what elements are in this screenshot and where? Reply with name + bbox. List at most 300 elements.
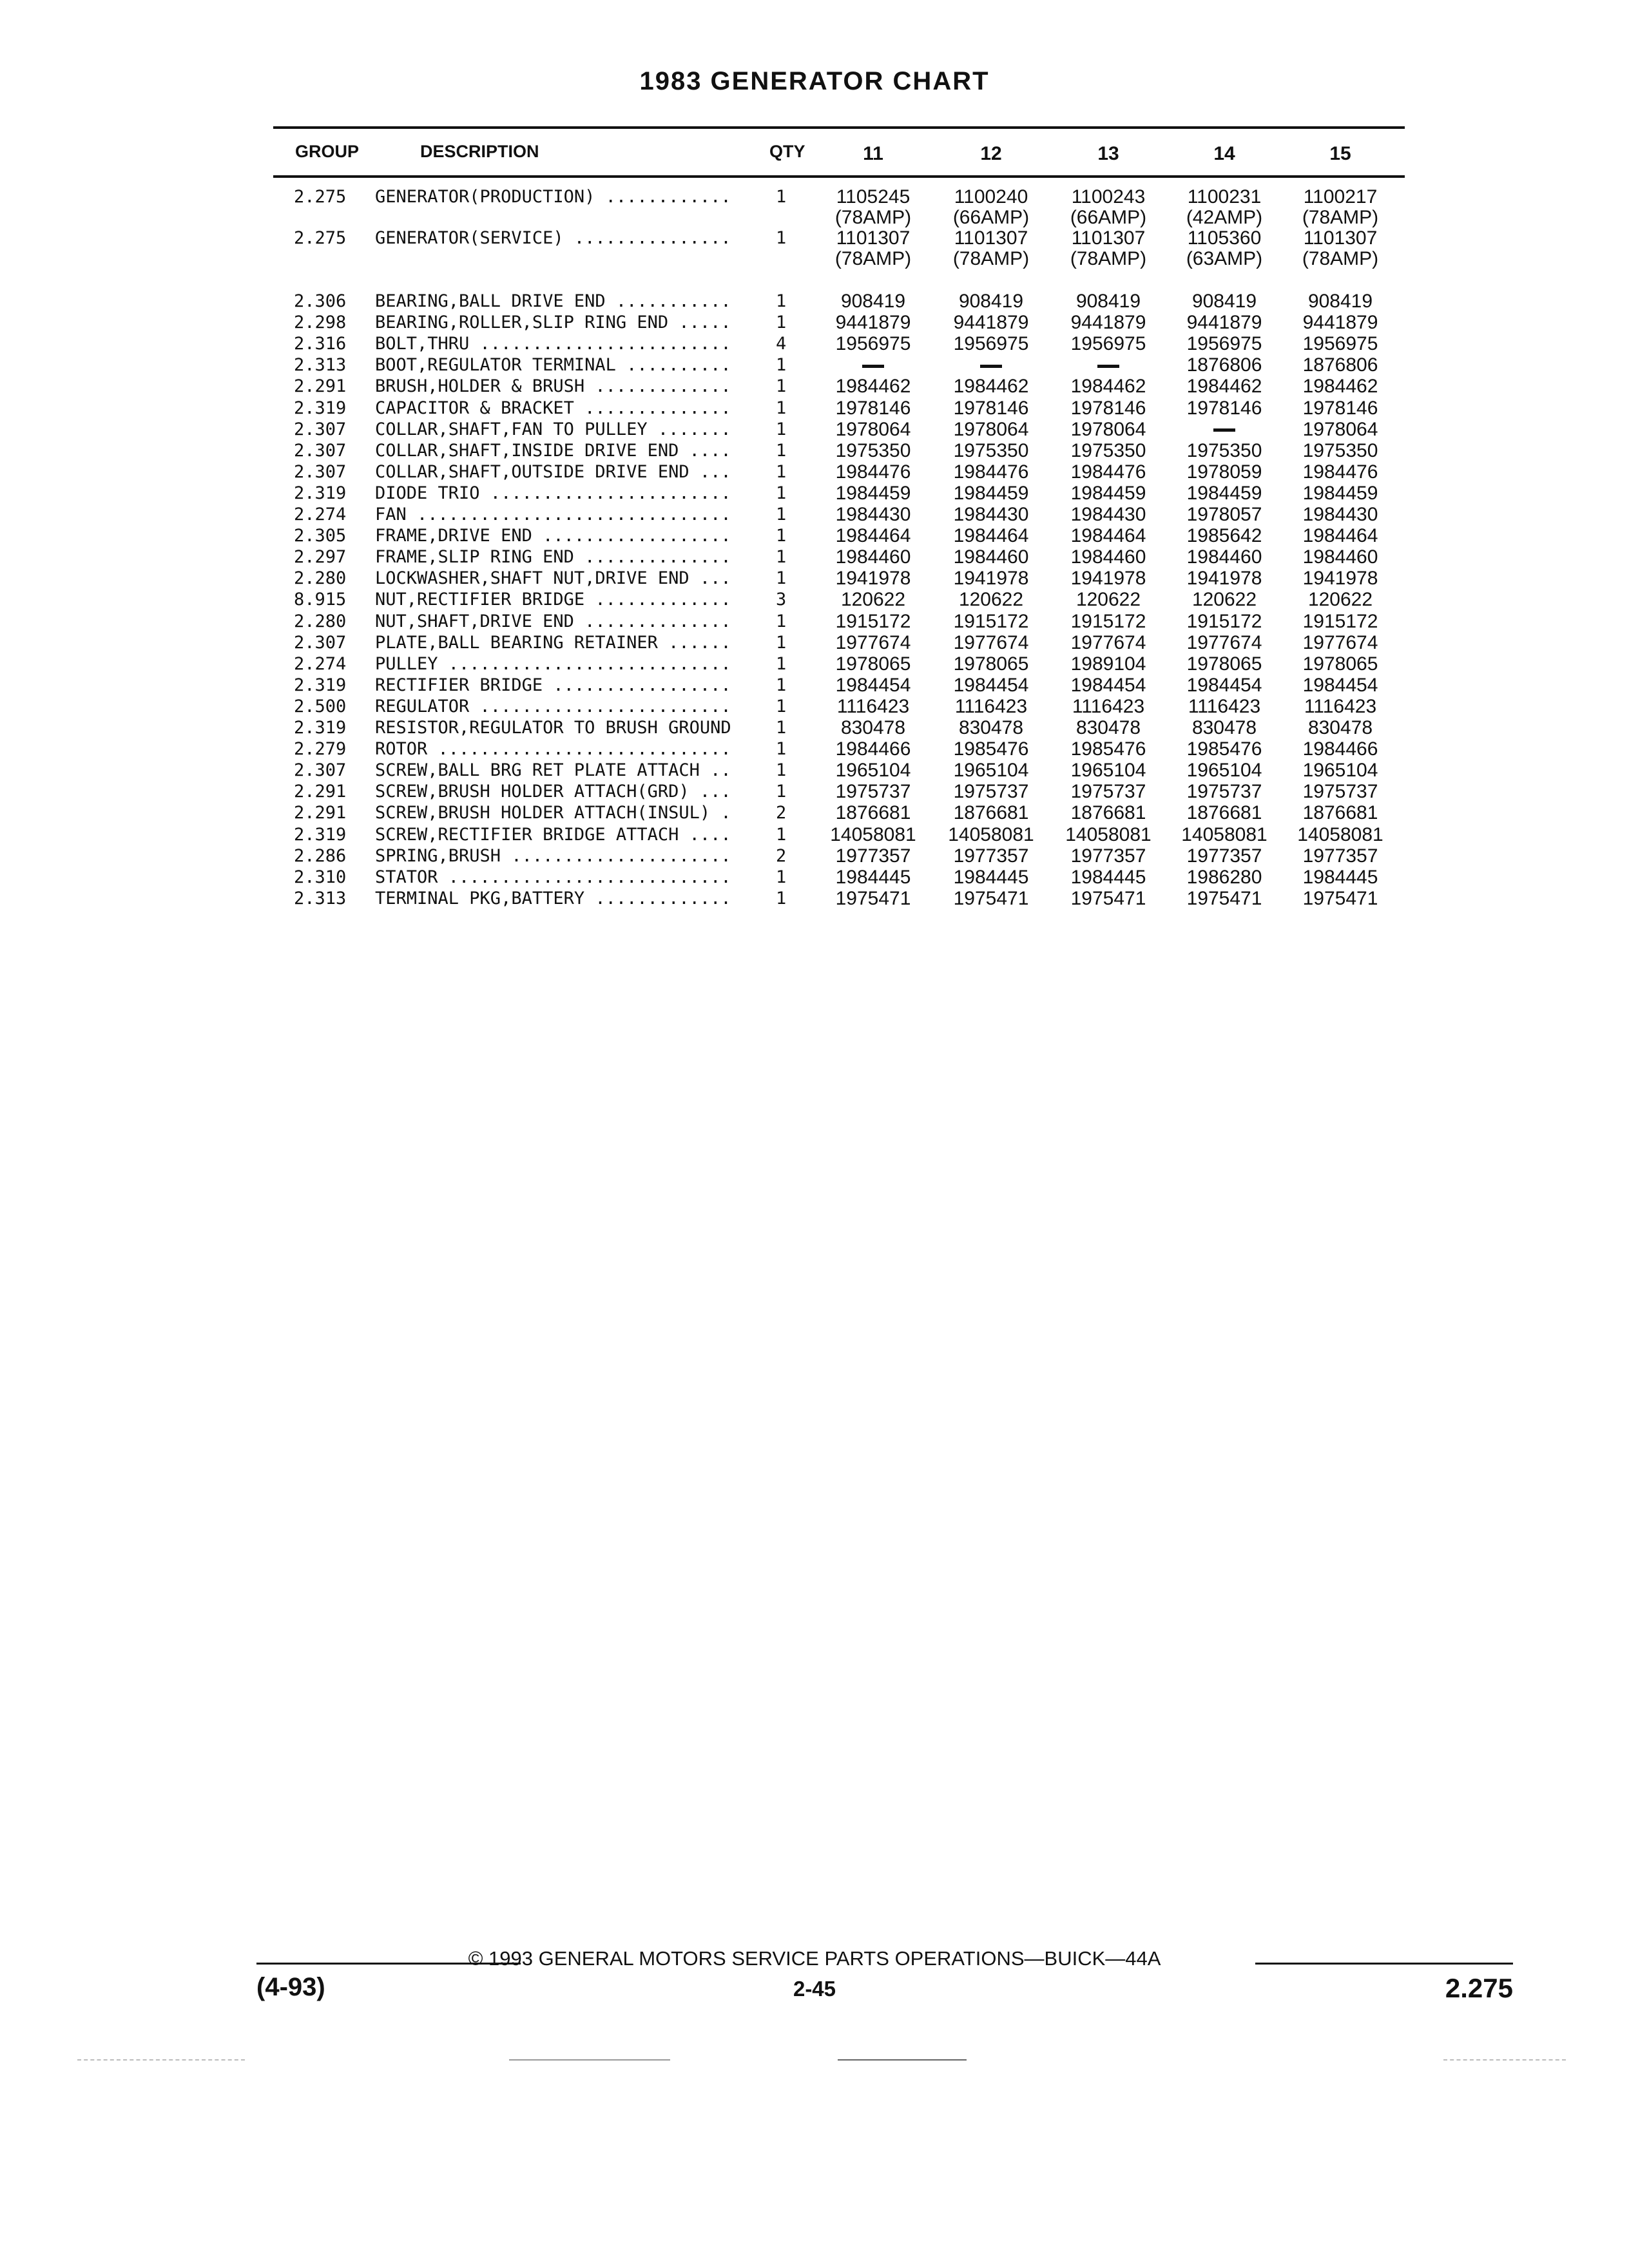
row-part-number: 1984460 <box>1070 546 1146 568</box>
row-group: 2.279 <box>294 739 347 760</box>
row-part-number: 1978059 <box>1186 461 1262 483</box>
row-qty: 1 <box>776 760 787 781</box>
row-part-number: 1984430 <box>1070 504 1146 525</box>
row-part-number: 1941978 <box>1070 568 1146 590</box>
row-group: 2.313 <box>294 355 347 376</box>
row-part-number: 1965104 <box>835 760 911 782</box>
table-row <box>0 312 1629 333</box>
row-description: SCREW,BRUSH HOLDER ATTACH(GRD) ... <box>375 782 731 802</box>
row-part-number: 1941978 <box>1302 568 1378 590</box>
row-part-number: 1975471 <box>1186 887 1262 909</box>
row-part-number: 1977357 <box>1186 845 1262 867</box>
table-row <box>0 654 1629 675</box>
row-part-number: 1978146 <box>1070 397 1146 419</box>
row-qty: 1 <box>776 187 787 207</box>
row-part-number: 830478 <box>958 717 1024 738</box>
header-description: DESCRIPTION <box>420 142 539 161</box>
row-part-number: 1915172 <box>1070 610 1146 632</box>
row-part-number: 908419 <box>1075 291 1141 312</box>
row-description: NUT,RECTIFIER BRIDGE ............. <box>375 590 731 610</box>
row-part-number: 1985476 <box>1070 738 1146 760</box>
row-part-number: 1977357 <box>953 845 1029 867</box>
row-qty: 1 <box>776 867 787 887</box>
row-qty: 1 <box>776 398 787 418</box>
row-group: 8.915 <box>294 590 347 610</box>
row-qty: 1 <box>776 632 787 653</box>
table-row <box>0 398 1629 419</box>
scan-artifact <box>1443 2059 1566 2061</box>
row-part-number: 1101307 <box>1303 227 1378 249</box>
row-description: SCREW,BRUSH HOLDER ATTACH(INSUL) . <box>375 803 731 823</box>
row-part-number: 1978064 <box>1070 418 1146 440</box>
row-part-number: 1978065 <box>1302 653 1378 675</box>
table-row <box>0 633 1629 653</box>
row-part-number: 1978146 <box>835 397 911 419</box>
row-qty: 1 <box>776 376 787 397</box>
row-part-number: 14058081 <box>948 823 1034 845</box>
table-row <box>0 505 1629 525</box>
not-applicable-dash <box>1097 365 1119 368</box>
table-row <box>0 782 1629 802</box>
scan-artifact <box>77 2059 245 2061</box>
row-qty: 1 <box>776 824 787 845</box>
footer-page-number: 2-45 <box>793 1977 836 2001</box>
row-part-number: 1116423 <box>1304 695 1377 717</box>
row-qty: 1 <box>776 653 787 674</box>
row-description: NUT,SHAFT,DRIVE END .............. <box>375 611 731 631</box>
row-description: SPRING,BRUSH ..................... <box>375 845 731 866</box>
table-row <box>0 249 1629 269</box>
row-part-number: 14058081 <box>1181 823 1268 845</box>
scan-artifact <box>838 2059 967 2061</box>
row-part-number: 1984430 <box>1302 504 1378 525</box>
header-col-11: 11 <box>863 143 883 164</box>
row-part-number: 1985642 <box>1186 525 1262 547</box>
row-part-number: 120622 <box>1307 589 1373 611</box>
row-part-number: 1984460 <box>1186 546 1262 568</box>
row-part-number: 1985476 <box>1186 738 1262 760</box>
table-row <box>0 590 1629 610</box>
row-group: 2.280 <box>294 611 347 631</box>
row-qty: 1 <box>776 739 787 760</box>
row-group: 2.313 <box>294 888 347 908</box>
row-description: BEARING,ROLLER,SLIP RING END ..... <box>375 312 731 333</box>
row-group: 2.291 <box>294 376 347 397</box>
row-part-number: 14058081 <box>830 823 916 845</box>
row-part-number: 1876681 <box>1186 802 1262 824</box>
row-part-number: 1984460 <box>835 546 911 568</box>
row-part-number: 1977674 <box>1302 631 1378 653</box>
table-row <box>0 718 1629 738</box>
row-part-number: 1977674 <box>1070 631 1146 653</box>
row-part-number: 1977357 <box>835 845 911 867</box>
row-part-number <box>1050 355 1166 376</box>
footer-copyright: © 1993 GENERAL MOTORS SERVICE PARTS OPERATIONS—BUICK—44A <box>468 1947 1161 1970</box>
row-part-number: (78AMP) <box>1302 248 1379 269</box>
row-part-number: 1984454 <box>1302 674 1378 696</box>
row-description: REGULATOR ........................ <box>375 696 731 716</box>
row-group: 2.319 <box>294 718 347 738</box>
row-group: 2.310 <box>294 867 347 887</box>
row-part-number: 1100240 <box>954 186 1028 207</box>
row-part-number: (78AMP) <box>834 207 912 228</box>
row-part-number: 830478 <box>840 717 906 738</box>
row-part-number: 1965104 <box>1186 760 1262 782</box>
table-row <box>0 611 1629 632</box>
row-part-number: 1876681 <box>835 802 911 824</box>
header-col-12: 12 <box>980 143 1002 164</box>
row-group: 2.280 <box>294 568 347 589</box>
row-part-number: 1978065 <box>953 653 1029 675</box>
row-part-number: (63AMP) <box>1186 248 1263 269</box>
row-part-number: 1116423 <box>1188 695 1261 717</box>
row-qty: 1 <box>776 461 787 482</box>
row-description: COLLAR,SHAFT,INSIDE DRIVE END .... <box>375 440 731 461</box>
row-description: STATOR ........................... <box>375 867 731 887</box>
table-row <box>0 419 1629 440</box>
row-part-number: 1985476 <box>953 738 1029 760</box>
table-row <box>0 355 1629 376</box>
row-part-number: 9441879 <box>835 312 911 334</box>
table-row <box>0 760 1629 781</box>
table-row <box>0 547 1629 568</box>
row-part-number: (78AMP) <box>834 248 912 269</box>
row-part-number: 1975737 <box>835 781 911 803</box>
parts-table <box>0 0 1629 954</box>
page-title: 1983 GENERATOR CHART <box>639 67 990 95</box>
row-qty: 1 <box>776 483 787 503</box>
row-description: SCREW,RECTIFIER BRIDGE ATTACH .... <box>375 824 731 845</box>
row-part-number: 908419 <box>840 291 906 312</box>
row-part-number: 1978146 <box>1186 397 1262 419</box>
row-qty: 1 <box>776 526 787 546</box>
row-part-number: 1984459 <box>953 482 1029 504</box>
row-description: DIODE TRIO ....................... <box>375 483 731 503</box>
scan-artifact <box>509 2059 670 2061</box>
header-qty: QTY <box>769 142 805 161</box>
row-part-number: 1977674 <box>1186 631 1262 653</box>
row-description: GENERATOR(PRODUCTION) ............ <box>375 187 731 207</box>
row-part-number: 1984445 <box>1302 866 1378 888</box>
row-part-number: 1876681 <box>953 802 1029 824</box>
row-part-number: 1984445 <box>835 866 911 888</box>
table-row <box>0 187 1629 207</box>
row-part-number: 1984464 <box>1302 525 1378 547</box>
row-group: 2.319 <box>294 675 347 695</box>
row-part-number: 1975471 <box>1302 887 1378 909</box>
row-part-number: 1984459 <box>835 482 911 504</box>
row-part-number: 120622 <box>840 589 906 611</box>
row-description: CAPACITOR & BRACKET .............. <box>375 398 731 418</box>
row-part-number: 1956975 <box>835 333 911 355</box>
row-part-number: 1978064 <box>835 418 911 440</box>
table-row <box>0 376 1629 397</box>
row-part-number: 1975737 <box>1302 781 1378 803</box>
row-group: 2.306 <box>294 291 347 311</box>
row-qty: 1 <box>776 312 787 333</box>
row-description: BRUSH,HOLDER & BRUSH ............. <box>375 376 731 397</box>
row-description: ROTOR ............................ <box>375 739 731 760</box>
row-qty: 4 <box>776 334 787 354</box>
row-part-number: 1984445 <box>1070 866 1146 888</box>
row-part-number: 1101307 <box>836 227 911 249</box>
table-row <box>0 441 1629 461</box>
row-qty: 1 <box>776 291 787 311</box>
header-col-15: 15 <box>1329 143 1351 164</box>
row-group: 2.291 <box>294 782 347 802</box>
row-part-number: 830478 <box>1075 717 1141 738</box>
row-qty: 1 <box>776 547 787 568</box>
row-part-number: 1116423 <box>1072 695 1145 717</box>
row-part-number: 1977357 <box>1070 845 1146 867</box>
row-group: 2.316 <box>294 334 347 354</box>
row-part-number <box>1166 419 1282 440</box>
row-part-number: 1984462 <box>835 376 911 398</box>
row-part-number: (66AMP) <box>952 207 1030 228</box>
table-row <box>0 675 1629 696</box>
row-part-number: 1977357 <box>1302 845 1378 867</box>
row-part-number: (78AMP) <box>952 248 1030 269</box>
row-part-number: 120622 <box>958 589 1024 611</box>
row-part-number: 1984460 <box>1302 546 1378 568</box>
row-part-number: 1975737 <box>1186 781 1262 803</box>
table-row <box>0 846 1629 867</box>
row-part-number: 1977674 <box>835 631 911 653</box>
row-part-number: 1876806 <box>1186 354 1262 376</box>
row-qty: 1 <box>776 505 787 524</box>
row-qty: 2 <box>776 845 787 866</box>
table-row <box>0 803 1629 823</box>
table-row <box>0 334 1629 354</box>
table-row <box>0 291 1629 312</box>
row-part-number: 1975471 <box>835 887 911 909</box>
table-row <box>0 825 1629 845</box>
row-part-number: 1915172 <box>1302 610 1378 632</box>
row-part-number: 1975737 <box>953 781 1029 803</box>
row-group: 2.275 <box>294 187 347 207</box>
row-part-number: 1975350 <box>1186 439 1262 461</box>
row-group: 2.274 <box>294 653 347 674</box>
row-qty: 1 <box>776 228 787 248</box>
row-part-number: 1984464 <box>835 525 911 547</box>
row-qty: 2 <box>776 803 787 823</box>
row-part-number: 1975350 <box>1070 439 1146 461</box>
row-description: FAN .............................. <box>375 505 731 524</box>
row-group: 2.500 <box>294 696 347 716</box>
row-part-number: 1984459 <box>1070 482 1146 504</box>
row-part-number: 1986280 <box>1186 866 1262 888</box>
row-qty: 1 <box>776 696 787 716</box>
footer-date: (4-93) <box>256 1973 325 2001</box>
row-part-number: 908419 <box>1191 291 1257 312</box>
row-part-number: 1100217 <box>1303 186 1378 207</box>
header-col-13: 13 <box>1097 143 1119 164</box>
row-description: TERMINAL PKG,BATTERY ............. <box>375 888 731 908</box>
footer-rule-right <box>1255 1963 1513 1965</box>
row-part-number: 1984430 <box>953 504 1029 525</box>
row-part-number: (42AMP) <box>1186 207 1263 228</box>
row-part-number: 1876681 <box>1070 802 1146 824</box>
row-part-number: 1984464 <box>953 525 1029 547</box>
row-group: 2.286 <box>294 845 347 866</box>
row-part-number: 1975471 <box>1070 887 1146 909</box>
row-description: PLATE,BALL BEARING RETAINER ...... <box>375 632 731 653</box>
table-row <box>0 207 1629 228</box>
row-part-number: 1965104 <box>953 760 1029 782</box>
not-applicable-dash <box>980 365 1002 368</box>
row-part-number: 1975350 <box>953 439 1029 461</box>
row-part-number: 1116423 <box>954 695 1028 717</box>
not-applicable-dash <box>1213 428 1235 432</box>
row-qty: 1 <box>776 611 787 631</box>
row-group: 2.307 <box>294 419 347 439</box>
row-part-number: 1978064 <box>953 418 1029 440</box>
footer-section-number: 2.275 <box>1445 1973 1513 2003</box>
row-group: 2.274 <box>294 505 347 524</box>
row-group: 2.307 <box>294 760 347 781</box>
row-group: 2.298 <box>294 312 347 333</box>
row-part-number: 1956975 <box>1302 333 1378 355</box>
row-part-number: 1975471 <box>953 887 1029 909</box>
row-qty: 3 <box>776 590 787 610</box>
row-part-number: (78AMP) <box>1070 248 1147 269</box>
row-part-number: 1978064 <box>1302 418 1378 440</box>
row-part-number: 1915172 <box>1186 610 1262 632</box>
table-row <box>0 228 1629 249</box>
table-row <box>0 739 1629 760</box>
row-part-number: 1984464 <box>1070 525 1146 547</box>
row-qty: 1 <box>776 782 787 802</box>
row-qty: 1 <box>776 675 787 695</box>
row-part-number: 9441879 <box>953 312 1029 334</box>
row-description: SCREW,BALL BRG RET PLATE ATTACH .. <box>375 760 731 781</box>
row-part-number: 120622 <box>1191 589 1257 611</box>
row-part-number: 1989104 <box>1070 653 1146 675</box>
row-group: 2.307 <box>294 632 347 653</box>
row-description: LOCKWASHER,SHAFT NUT,DRIVE END ... <box>375 568 731 589</box>
row-part-number: 1100231 <box>1187 186 1262 207</box>
row-description: PULLEY ........................... <box>375 653 731 674</box>
row-part-number: 1984445 <box>953 866 1029 888</box>
row-description: BOOT,REGULATOR TERMINAL .......... <box>375 355 731 376</box>
table-row <box>0 568 1629 589</box>
row-group: 2.291 <box>294 803 347 823</box>
row-part-number: 1876806 <box>1302 354 1378 376</box>
row-description: BOLT,THRU ........................ <box>375 334 731 354</box>
row-part-number: 1984462 <box>1302 376 1378 398</box>
row-group: 2.319 <box>294 483 347 503</box>
row-qty: 1 <box>776 568 787 589</box>
table-row <box>0 526 1629 546</box>
row-part-number: 9441879 <box>1186 312 1262 334</box>
header-group: GROUP <box>295 142 360 161</box>
row-part-number: 1984459 <box>1186 482 1262 504</box>
row-description: COLLAR,SHAFT,OUTSIDE DRIVE END ... <box>375 461 731 482</box>
row-part-number: 1984476 <box>1070 461 1146 483</box>
row-group: 2.305 <box>294 526 347 546</box>
row-part-number: 1101307 <box>1071 227 1146 249</box>
row-description: FRAME,DRIVE END .................. <box>375 526 731 546</box>
row-part-number: 14058081 <box>1297 823 1383 845</box>
row-qty: 1 <box>776 355 787 376</box>
row-qty: 1 <box>776 419 787 439</box>
row-part-number: 830478 <box>1191 717 1257 738</box>
row-part-number: 908419 <box>1307 291 1373 312</box>
row-part-number: 1956975 <box>1070 333 1146 355</box>
row-part-number: 9441879 <box>1070 312 1146 334</box>
row-part-number: 1100243 <box>1071 186 1146 207</box>
row-part-number <box>933 355 1049 376</box>
row-part-number: 1941978 <box>835 568 911 590</box>
row-part-number: 1984459 <box>1302 482 1378 504</box>
row-part-number: 1984454 <box>953 674 1029 696</box>
row-part-number: 1984476 <box>953 461 1029 483</box>
table-row <box>0 889 1629 909</box>
row-part-number: 830478 <box>1307 717 1373 738</box>
row-part-number: 1941978 <box>953 568 1029 590</box>
row-part-number: 1984454 <box>1070 674 1146 696</box>
row-part-number: 1984462 <box>1186 376 1262 398</box>
row-part-number: 1984466 <box>835 738 911 760</box>
row-qty: 1 <box>776 718 787 738</box>
row-part-number: 1978065 <box>1186 653 1262 675</box>
not-applicable-dash <box>862 365 884 368</box>
row-group: 2.319 <box>294 824 347 845</box>
row-part-number: 14058081 <box>1065 823 1152 845</box>
row-part-number: 9441879 <box>1302 312 1378 334</box>
row-part-number: 1978146 <box>1302 397 1378 419</box>
row-part-number: 1915172 <box>835 610 911 632</box>
row-part-number: 1941978 <box>1186 568 1262 590</box>
row-part-number: 1984466 <box>1302 738 1378 760</box>
row-part-number: 1984476 <box>835 461 911 483</box>
row-part-number <box>815 355 931 376</box>
row-group: 2.275 <box>294 228 347 248</box>
row-part-number: 1105245 <box>836 186 911 207</box>
row-part-number: 1975737 <box>1070 781 1146 803</box>
row-description: RECTIFIER BRIDGE ................. <box>375 675 731 695</box>
row-part-number: 1978065 <box>835 653 911 675</box>
row-group: 2.307 <box>294 461 347 482</box>
row-description: COLLAR,SHAFT,FAN TO PULLEY ....... <box>375 419 731 439</box>
row-part-number: 1116423 <box>836 695 910 717</box>
row-part-number: 1915172 <box>953 610 1029 632</box>
table-row <box>0 483 1629 504</box>
row-part-number: 908419 <box>958 291 1024 312</box>
table-row <box>0 867 1629 888</box>
row-group: 2.319 <box>294 398 347 418</box>
row-group: 2.297 <box>294 547 347 568</box>
row-part-number: 1984460 <box>953 546 1029 568</box>
row-description: BEARING,BALL DRIVE END ........... <box>375 291 731 311</box>
row-part-number: 1105360 <box>1187 227 1262 249</box>
row-part-number: 1978057 <box>1186 504 1262 525</box>
row-qty: 1 <box>776 888 787 908</box>
row-description: RESISTOR,REGULATOR TO BRUSH GROUND <box>375 718 731 738</box>
row-part-number: 120622 <box>1075 589 1141 611</box>
row-part-number: 1965104 <box>1070 760 1146 782</box>
row-part-number: 1975350 <box>1302 439 1378 461</box>
row-part-number: 1975350 <box>835 439 911 461</box>
row-qty: 1 <box>776 440 787 461</box>
row-part-number: 1984454 <box>1186 674 1262 696</box>
row-part-number: 1977674 <box>953 631 1029 653</box>
table-row <box>0 697 1629 717</box>
row-part-number: 1876681 <box>1302 802 1378 824</box>
row-part-number: 1984430 <box>835 504 911 525</box>
row-part-number: 1101307 <box>954 227 1028 249</box>
row-part-number: 1956975 <box>1186 333 1262 355</box>
